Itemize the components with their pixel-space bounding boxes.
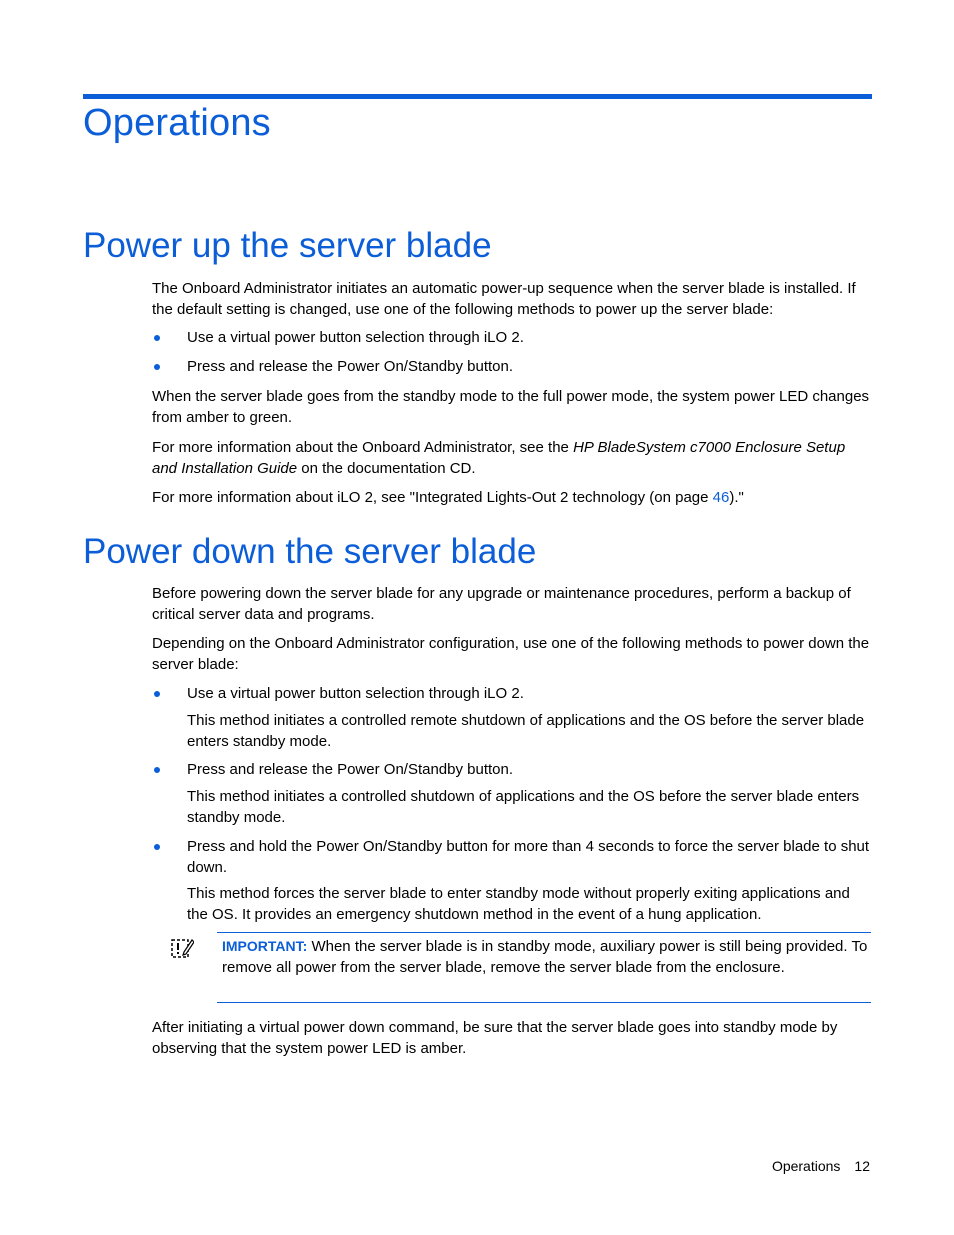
ilo-text-suffix: )." — [729, 489, 744, 506]
bullet-icon — [154, 844, 160, 850]
power-down-bullet-3: Press and hold the Power On/Standby button for more than 4 seconds to force the server blade to shut down. — [187, 838, 870, 876]
ilo-paragraph — [152, 488, 872, 509]
page-46-link[interactable]: 46 — [712, 489, 730, 506]
onboard-admin-text-prefix: For more information about the Onboard Administrator, see the — [152, 439, 574, 456]
bullet-icon — [154, 691, 160, 697]
footer-section-name: Operations — [771, 1158, 841, 1174]
power-down-bullet-1-detail: This method initiates a controlled remote shutdown of applications and the OS before the server blade enters standby mode. — [187, 712, 865, 750]
important-label: IMPORTANT: — [222, 938, 308, 954]
power-down-intro-1: Before powering down the server blade for any upgrade or maintenance procedures, perform a backup of critical server data and programs. — [152, 585, 851, 623]
important-note-text — [222, 936, 870, 978]
section-title-power-up: Power up the server blade — [83, 226, 492, 265]
onboard-admin-paragraph — [152, 438, 872, 479]
guide-title: HP BladeSystem c7000 Enclosure Setup and Installation Guide — [152, 439, 846, 477]
bullet-icon — [154, 767, 160, 773]
bullet-icon — [154, 335, 160, 341]
power-down-bullet-1: Use a virtual power button selection through iLO 2. — [187, 685, 524, 702]
power-down-bullet-2-detail: This method initiates a controlled shutdown of applications and the OS before the server blade enters standby mode. — [187, 788, 860, 826]
power-down-intro-2: Depending on the Onboard Administrator configuration, use one of the following methods to power down the server blade: — [152, 635, 870, 673]
important-body: When the server blade is in standby mode, auxiliary power is still being provided. To remove all power from the server blade, remove the server blade from the enclosure. — [222, 938, 868, 976]
important-note-icon — [170, 936, 194, 960]
power-up-intro: The Onboard Administrator initiates an automatic power-up sequence when the server blade is installed. If the default setting is changed, use one of the following methods to power up the server blade: — [152, 280, 856, 318]
chapter-title: Operations — [83, 102, 271, 144]
footer-page-number: 12 — [854, 1158, 870, 1174]
power-down-closing: After initiating a virtual power down command, be sure that the server blade goes into standby mode by observing that the system power LED is amber. — [152, 1019, 838, 1057]
chapter-rule — [83, 94, 872, 99]
page-footer — [772, 1158, 870, 1174]
onboard-admin-text-suffix: on the documentation CD. — [297, 459, 476, 477]
ilo-text-prefix: For more information about iLO 2, see "Integrated Lights-Out 2 technology (on page — [152, 489, 713, 506]
power-up-bullet-1: Use a virtual power button selection through iLO 2. — [187, 329, 524, 346]
bullet-icon — [154, 364, 160, 370]
section-title-power-down: Power down the server blade — [83, 532, 537, 571]
power-down-bullet-3-detail: This method forces the server blade to enter standby mode without properly exiting applications and the OS. It provides an emergency shutdown method in the event of a hung application. — [187, 885, 850, 923]
power-down-bullet-2: Press and release the Power On/Standby button. — [187, 761, 514, 778]
power-led-paragraph: When the server blade goes from the standby mode to the full power mode, the system power LED changes from amber to green. — [152, 388, 870, 426]
power-up-bullet-2: Press and release the Power On/Standby button. — [187, 358, 514, 375]
